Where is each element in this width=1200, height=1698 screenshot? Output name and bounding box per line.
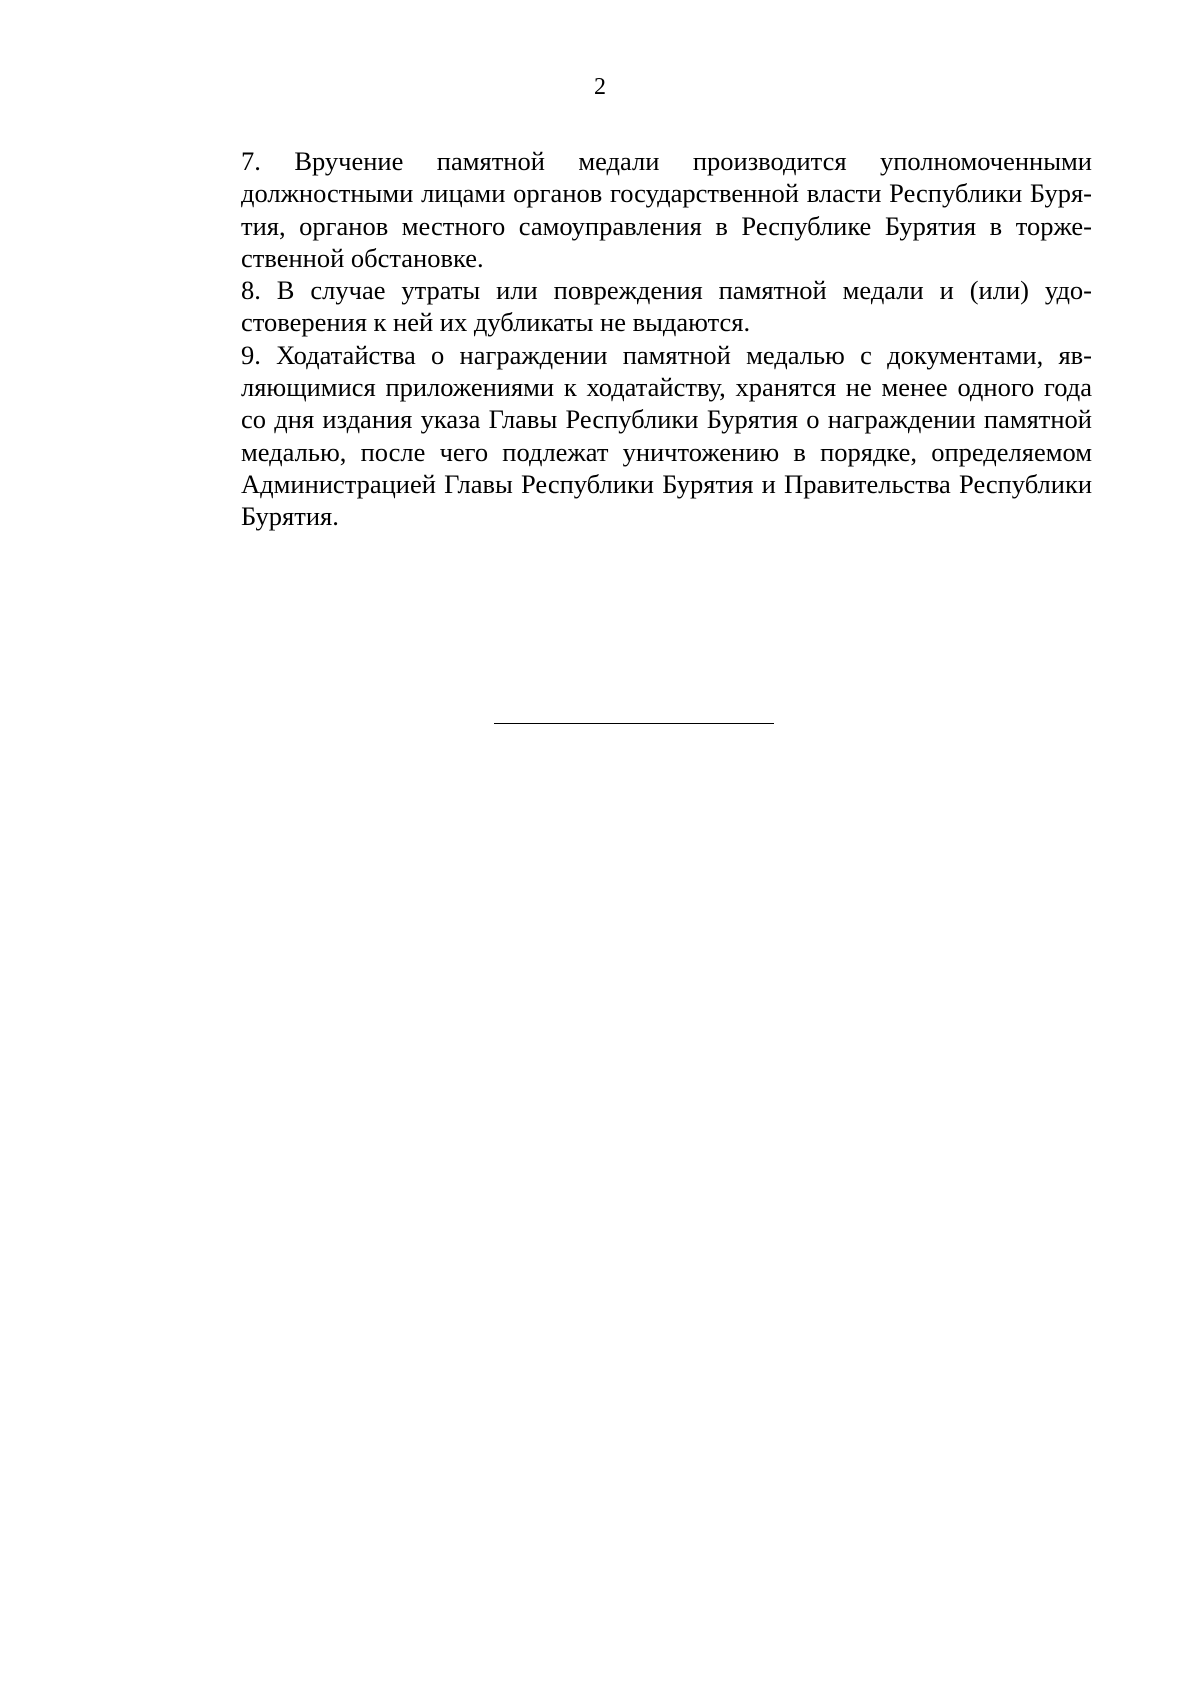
paragraph-8 [170, 274, 1092, 339]
paragraph-9 [170, 339, 1092, 533]
text-line: 9. Ходатайства о награждении памятной медалью с документами, яв- [241, 339, 1092, 370]
text-line: со дня издания указа Главы Республики Бурятия о награждении памятной [241, 404, 1092, 435]
text-line: должностными лицами органов государственной власти Республики Буря- [241, 178, 1092, 209]
text-line: Бурятия. [241, 501, 339, 532]
text-line: стоверения к ней их дубликаты не выдаются. [241, 307, 751, 338]
text-line: медалью, после чего подлежат уничтожению в порядке, определяемом [241, 436, 1092, 467]
text-line: тия, органов местного самоуправления в Республике Бурятия в торже- [241, 210, 1092, 241]
end-of-document-divider [494, 723, 774, 724]
text-line: 8. В случае утраты или повреждения памятной медали и (или) удо- [241, 275, 1092, 306]
text-line: Администрацией Главы Республики Бурятия и Правительства Республики [241, 468, 1092, 499]
page-number: 2 [594, 74, 606, 100]
text-line: 7. Вручение памятной медали производится уполномоченными [241, 146, 1092, 176]
text-line: ляющимися приложениями к ходатайству, хранятся не менее одного года [241, 372, 1092, 403]
text-line: ственной обстановке. [241, 242, 484, 273]
document-body [170, 145, 1092, 533]
paragraph-7 [170, 145, 1092, 274]
